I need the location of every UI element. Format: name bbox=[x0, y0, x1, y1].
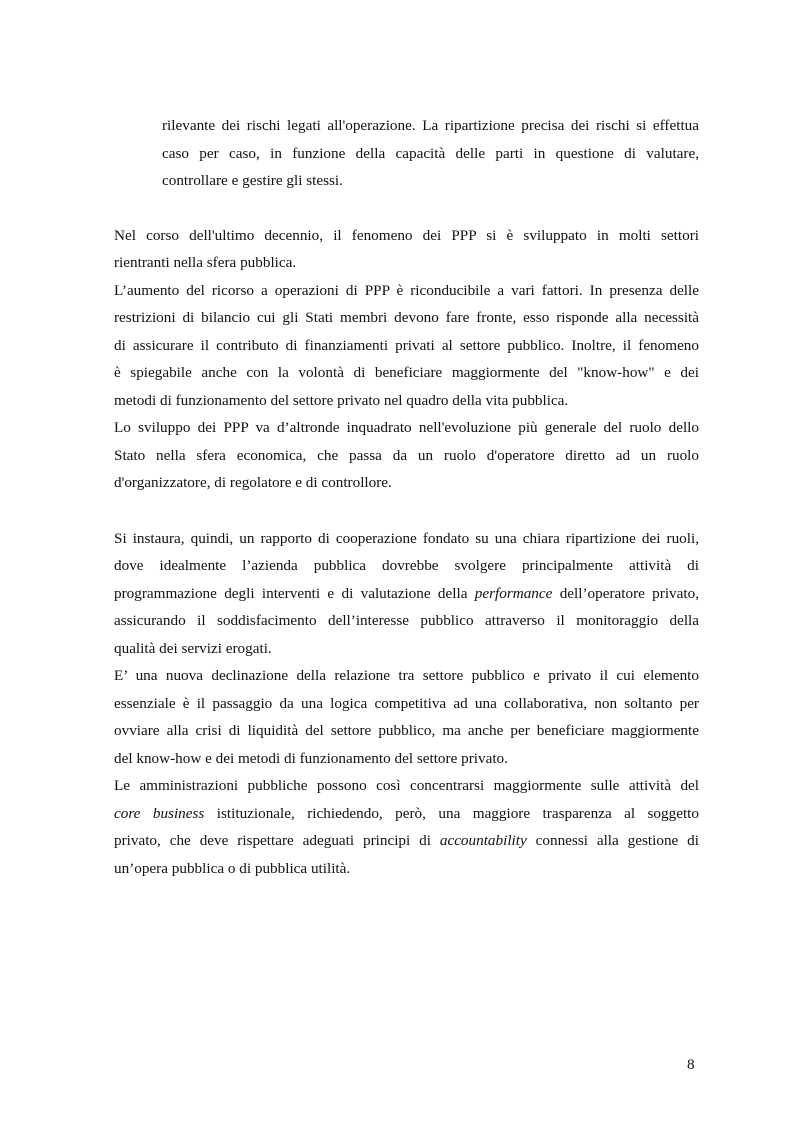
text-line bbox=[114, 805, 699, 823]
text-segment: dell’operatore privato, bbox=[552, 585, 699, 602]
text-line: Lo sviluppo dei PPP va d’altronde inquadrato nell'evoluzione più generale del ruolo dello bbox=[114, 419, 699, 436]
text-line: un’opera pubblica o di pubblica utilità. bbox=[114, 860, 351, 877]
text-line: Si instaura, quindi, un rapporto di cooperazione fondato su una chiara ripartizione dei ruoli, bbox=[114, 530, 699, 547]
italic-term: performance bbox=[474, 585, 553, 602]
text-line: d'organizzatore, di regolatore e di controllore. bbox=[114, 474, 392, 491]
text-line: Le amministrazioni pubbliche possono così concentrarsi maggiormente sulle attività del bbox=[114, 777, 699, 794]
text-segment: privato, che deve rispettare adeguati principi di bbox=[114, 832, 440, 849]
text-line bbox=[114, 832, 699, 850]
text-line: E’ una nuova declinazione della relazione tra settore pubblico e privato il cui elemento bbox=[114, 667, 699, 684]
text-segment: programmazione degli interventi e di valutazione della bbox=[114, 585, 475, 602]
text-segment: connessi alla gestione di bbox=[526, 832, 699, 849]
text-line: ovviare alla crisi di liquidità del settore pubblico, ma anche per beneficiare maggiormente bbox=[114, 722, 699, 739]
text-line: assicurando il soddisfacimento dell’interesse pubblico attraverso il monitoraggio della bbox=[114, 612, 699, 629]
text-line: Stato nella sfera economica, che passa da un ruolo d'operatore diretto ad un ruolo bbox=[114, 447, 699, 464]
text-segment: istituzionale, richiedendo, però, una maggiore trasparenza al soggetto bbox=[204, 805, 699, 822]
text-line bbox=[114, 585, 699, 603]
text-line: del know-how e dei metodi di funzionamento del settore privato. bbox=[114, 750, 508, 767]
text-line: dove idealmente l’azienda pubblica dovrebbe svolgere principalmente attività di bbox=[114, 557, 699, 574]
text-line: caso per caso, in funzione della capacità delle parti in questione di valutare, bbox=[162, 145, 699, 162]
text-line: controllare e gestire gli stessi. bbox=[162, 172, 343, 189]
text-line: rientranti nella sfera pubblica. bbox=[114, 254, 297, 271]
text-line: metodi di funzionamento del settore privato nel quadro della vita pubblica. bbox=[114, 392, 569, 409]
italic-term: accountability bbox=[439, 832, 527, 849]
page-number: 8 bbox=[687, 1056, 695, 1073]
text-line: di assicurare il contributo di finanziamenti privati al settore pubblico. Inoltre, il fenomeno bbox=[114, 337, 699, 354]
text-line: Nel corso dell'ultimo decennio, il fenomeno dei PPP si è sviluppato in molti settori bbox=[114, 227, 699, 244]
text-line: rilevante dei rischi legati all'operazione. La ripartizione precisa dei rischi si effettua bbox=[162, 117, 699, 134]
italic-term: core business bbox=[114, 805, 205, 822]
text-line: L’aumento del ricorso a operazioni di PPP è riconducibile a vari fattori. In presenza delle bbox=[114, 282, 699, 299]
text-line: restrizioni di bilancio cui gli Stati membri devono fare fronte, esso risponde alla necessità bbox=[114, 309, 699, 326]
text-line: qualità dei servizi erogati. bbox=[114, 640, 272, 657]
text-line: è spiegabile anche con la volontà di beneficiare maggiormente del "know-how" e dei bbox=[114, 364, 699, 381]
text-line: essenziale è il passaggio da una logica competitiva ad una collaborativa, non soltanto per bbox=[114, 695, 699, 712]
